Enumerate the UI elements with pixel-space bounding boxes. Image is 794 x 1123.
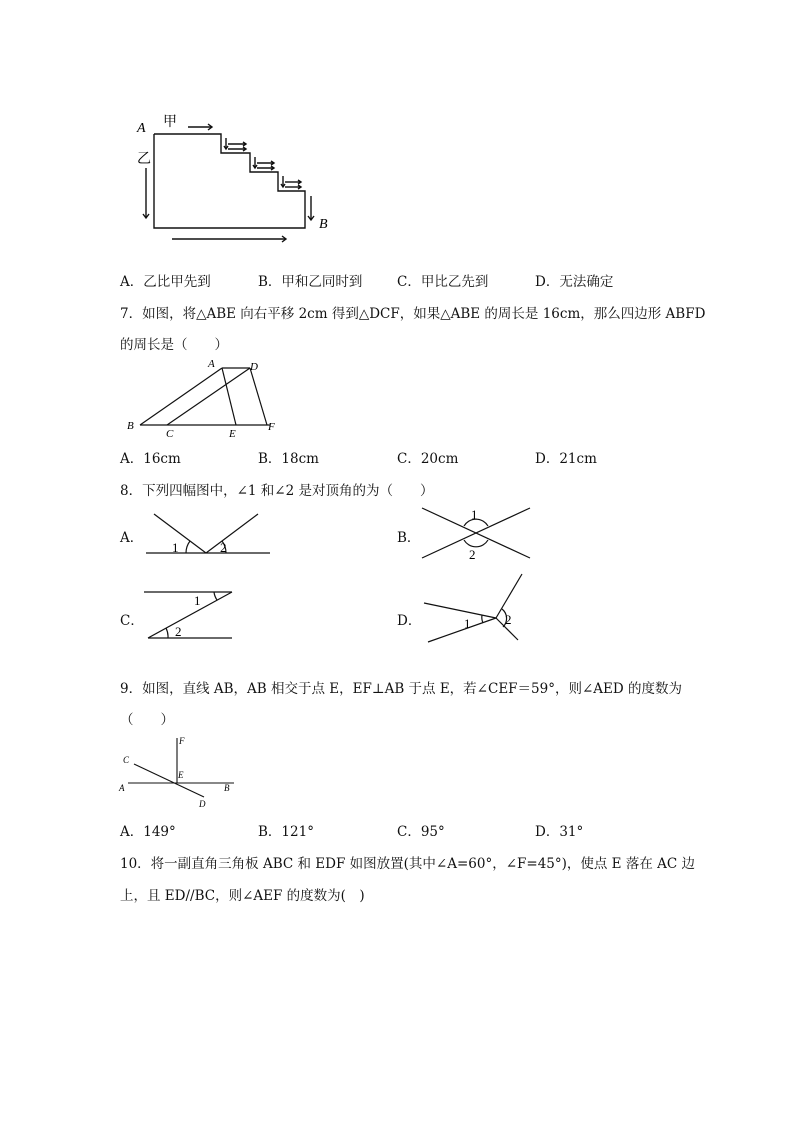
q7-option-b: B．18cm: [258, 451, 319, 467]
q8-option-b-label: B．: [397, 530, 421, 546]
q8-a-angle-2: 2: [220, 540, 227, 555]
q6-staircase-figure: [128, 108, 338, 248]
q7-option-c: C．20cm: [397, 451, 459, 467]
q9-option-b: B．121°: [258, 824, 314, 840]
q6-option-b: B．甲和乙同时到: [258, 274, 363, 290]
q7-stem-line1: 7．如图，将△ABE 向右平移 2cm 得到△DCF，如果△ABE 的周长是 16cm，那么四边形 ABFD: [120, 306, 706, 322]
q8-figure-c: [140, 586, 240, 642]
q8-d-angle-1: 1: [464, 616, 471, 631]
q8-b-angle-2: 2: [469, 547, 476, 562]
q7-translation-figure: [122, 356, 292, 441]
q8-option-d-label: D．: [397, 613, 422, 629]
q6-option-d: D．无法确定: [535, 274, 614, 290]
q9-intersecting-lines-figure: [118, 732, 240, 812]
q6-label-a: A: [137, 121, 146, 136]
q6-label-b: B: [319, 217, 328, 232]
q9-option-a: A．149°: [120, 824, 176, 840]
q8-c-angle-1: 1: [194, 593, 201, 608]
q9-label-e: E: [178, 770, 184, 780]
q6-label-jia: 甲: [163, 115, 177, 130]
q8-figure-d: [420, 570, 530, 646]
q7-label-f: F: [268, 421, 275, 433]
q9-label-d: D: [199, 799, 206, 809]
q6-option-c: C．甲比乙先到: [397, 274, 489, 290]
q7-label-d: D: [250, 361, 258, 373]
q6-option-a: A．乙比甲先到: [120, 274, 211, 290]
q7-option-d: D．21cm: [535, 451, 597, 467]
q8-a-angle-1: 1: [172, 540, 179, 555]
q7-option-a: A．16cm: [120, 451, 181, 467]
q9-label-b: B: [224, 783, 230, 793]
q8-b-angle-1: 1: [471, 507, 478, 522]
q8-stem: 8．下列四幅图中，∠1 和∠2 是对顶角的为（ ）: [120, 483, 434, 499]
q7-label-e: E: [229, 428, 236, 440]
q9-label-f: F: [179, 736, 185, 746]
q9-label-a: A: [119, 783, 125, 793]
q8-figure-a: [140, 508, 275, 560]
q6-label-yi: 乙: [137, 152, 151, 167]
q10-stem-line2: 上，且 ED//BC，则∠AEF 的度数为( ): [120, 888, 365, 904]
q8-option-a-label: A．: [120, 530, 144, 546]
q7-stem-line2: 的周长是（ ）: [120, 337, 228, 353]
q9-label-c: C: [123, 755, 130, 765]
q10-stem-line1: 10．将一副直角三角板 ABC 和 EDF 如图放置(其中∠A=60°，∠F=45°)，使点 E 落在 AC 边: [120, 856, 695, 872]
q9-option-c: C．95°: [397, 824, 445, 840]
q8-d-angle-2: 2: [505, 612, 512, 627]
q8-c-angle-2: 2: [175, 624, 182, 639]
q9-stem-line2: （ ）: [120, 712, 174, 728]
q8-figure-b: [418, 502, 536, 562]
q9-stem-line1: 9．如图，直线 AB，AB 相交于点 E，EF⊥AB 于点 E，若∠CEF＝59°，则∠AED 的度数为: [120, 681, 683, 697]
q7-label-a: A: [208, 358, 215, 370]
q9-option-d: D．31°: [535, 824, 584, 840]
q7-label-c: C: [166, 428, 174, 440]
q7-label-b: B: [127, 420, 134, 432]
q8-option-c-label: C．: [120, 613, 144, 629]
